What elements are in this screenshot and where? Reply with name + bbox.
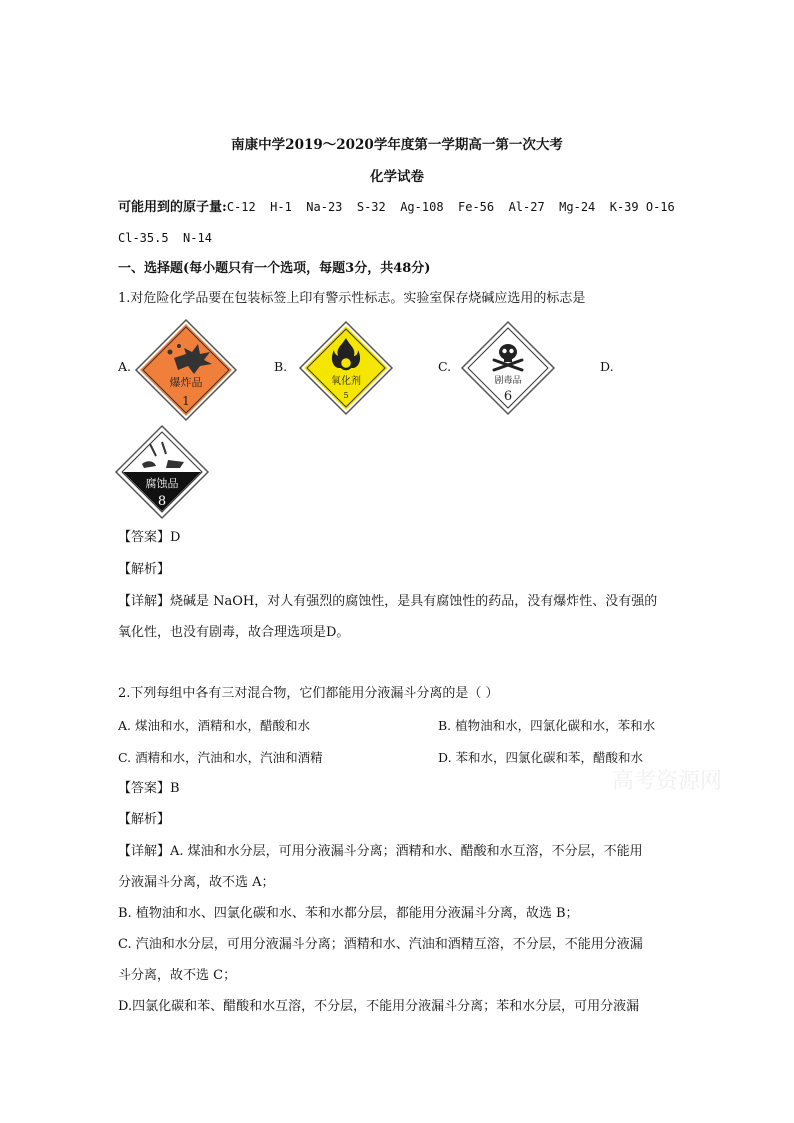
q2-answer: 【答案】B [118,781,180,796]
q1-answer: 【答案】D [118,530,181,545]
q1-option-c-label: 剧毒品 [494,376,522,386]
q2-detail-line: C. 汽油和水分层，可用分液漏斗分离；酒精和水、汽油和酒精互溶，不分层，不能用分液漏 [118,937,643,952]
q1-option-d-letter: D. [600,359,614,374]
corrosive-sign-icon [114,424,210,520]
q2-option-b: B. 植物油和水，四氯化碳和水，苯和水 [438,718,656,733]
page-subtitle: 化学试卷 [370,169,424,185]
q2-analysis: 【解析】 [118,812,171,827]
q1-option-a-label: 爆炸品 [169,376,203,389]
atomic-masses-label: 可能用到的原子量: [118,200,227,215]
section-heading: 一、选择题(每小题只有一个选项，每题3分，共48分) [118,261,431,276]
oxidizer-sign-icon [298,320,394,416]
q2-detail-line: 斗分离，故不选 C； [118,968,237,983]
q1-option-c-letter: C. [438,359,452,374]
q1-option-b-number: 5 [343,391,349,400]
watermark: 高考资源网 [612,769,723,794]
q2-detail-line: B. 植物油和水、四氯化碳和水、苯和水都分层，都能用分液漏斗分离，故选 B； [118,906,579,921]
q2-option-d: D. 苯和水，四氯化碳和苯，醋酸和水 [438,750,644,765]
page-title: 南康中学2019～2020学年度第一学期高一第一次大考 [231,137,563,153]
q2-detail-line: 【详解】A. 煤油和水分层，可用分液漏斗分离；酒精和水、醋酸和水互溶，不分层，不能用 [118,844,643,859]
q1-option-a-number: 1 [182,394,190,408]
q1-detail-line2: 氧化性，也没有剧毒，故合理选项是D。 [118,625,350,640]
atomic-masses-line2: Cl-35.5 N-14 [118,231,212,245]
q1-stem: 1.对危险化学品要在包装标签上印有警示性标志。实验室保存烧碱应选用的标志是 [118,291,586,306]
q1-option-b-letter: B. [274,359,288,374]
q1-option-d-number: 8 [157,494,167,509]
q1-option-d-label: 腐蚀品 [145,477,179,490]
q1-analysis: 【解析】 [118,562,171,577]
q2-option-c: C. 酒精和水，汽油和水，汽油和酒精 [118,750,323,765]
q1-option-b-label: 氧化剂 [331,376,361,387]
explosive-sign-icon [134,318,238,422]
atomic-masses-line1 [118,198,675,217]
q1-option-c-number: 6 [503,389,513,404]
q2-stem: 2.下列每组中各有三对混合物，它们都能用分液漏斗分离的是（ ） [118,686,499,701]
toxic-sign-icon [460,320,556,416]
q2-option-a: A. 煤油和水，酒精和水，醋酸和水 [118,718,310,733]
q2-detail-line: 分液漏斗分离，故不选 A； [118,875,275,890]
q1-option-a-letter: A. [118,359,132,374]
atomic-masses-values: C-12 H-1 Na-23 S-32 Ag-108 Fe-56 Al-27 Mg-24 K-39 O-16 [226,200,675,214]
q1-detail-line1: 【详解】烧碱是 NaOH，对人有强烈的腐蚀性，是具有腐蚀性的药品，没有爆炸性、没有强的 [118,594,658,609]
q2-detail-line: D.四氯化碳和苯、醋酸和水互溶，不分层，不能用分液漏斗分离；苯和水分层，可用分液漏 [118,999,640,1014]
